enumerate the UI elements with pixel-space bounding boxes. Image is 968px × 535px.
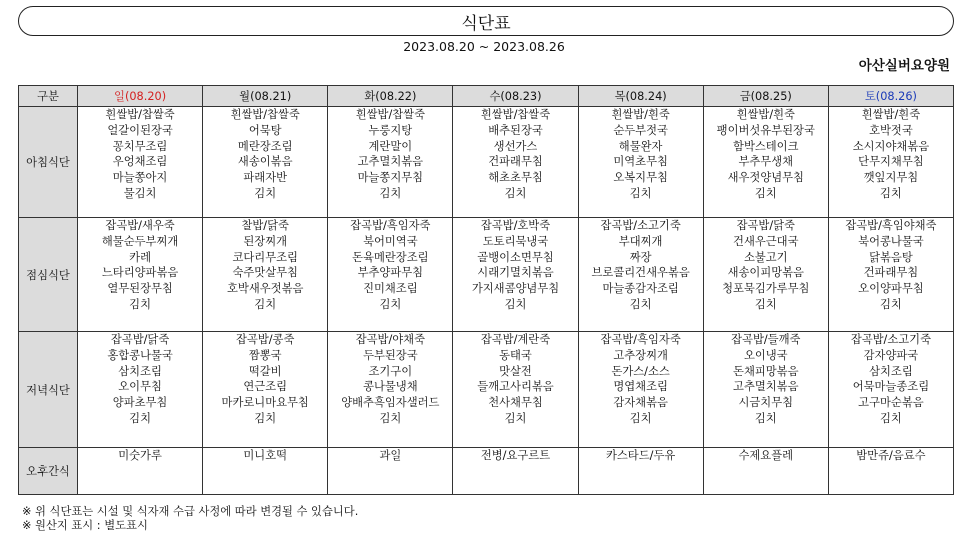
- menu-item: 고추멸치볶음: [733, 380, 799, 394]
- menu-item: 미역초무침: [613, 155, 668, 169]
- menu-item: 김치: [379, 186, 402, 200]
- menu-item: 생선가스: [493, 139, 538, 153]
- menu-item: 홍합콩나물국: [107, 348, 173, 362]
- menu-item: 카레: [129, 250, 151, 264]
- menu-cell: [703, 448, 828, 495]
- menu-item: 흰쌀밥/흰죽: [861, 108, 921, 121]
- menu-cell: [828, 218, 953, 332]
- menu-item: 흰쌀밥/찹쌀죽: [480, 108, 551, 121]
- menu-cell: [578, 107, 703, 218]
- menu-item: 깻잎지무침: [863, 171, 919, 185]
- menu-cell: [453, 107, 578, 218]
- menu-cell: [828, 107, 953, 218]
- menu-item: 메란장조림: [237, 139, 293, 153]
- menu-item: 맛살전: [499, 364, 532, 378]
- menu-item: 콩나물냉채: [363, 380, 418, 394]
- menu-cell: [78, 107, 203, 218]
- menu-item: 감자채볶음: [613, 396, 668, 410]
- menu-item: 해물완자: [618, 139, 663, 153]
- day-header-mon: 월(08.21): [203, 86, 328, 107]
- menu-item: 코다리무조림: [232, 250, 298, 264]
- menu-item: 김치: [629, 411, 652, 425]
- menu-item: 도토리묵냉국: [482, 234, 549, 248]
- menu-item: 김치: [504, 411, 527, 425]
- menu-item: 명엽채조림: [613, 380, 668, 394]
- menu-item: 짬뽕국: [248, 348, 282, 362]
- menu-item: 소시지야채볶음: [852, 139, 930, 153]
- menu-item: 잡곡밥/들깨죽: [731, 333, 801, 346]
- meal-category-label: 저녁식단: [19, 332, 78, 448]
- menu-item: 골뱅이소면무침: [477, 250, 554, 264]
- menu-cell: [328, 332, 453, 448]
- menu-item: 호박새우젓볶음: [227, 282, 304, 296]
- menu-item: 김치: [254, 186, 277, 200]
- menu-item: 고추장찌개: [613, 348, 668, 362]
- menu-item: 오이무침: [118, 380, 162, 394]
- menu-item: 오복지무침: [613, 171, 668, 185]
- menu-cell: [578, 332, 703, 448]
- menu-item: 조기구이: [368, 364, 413, 378]
- menu-cell: [828, 448, 953, 495]
- menu-cell: [328, 218, 453, 332]
- menu-cell: [328, 107, 453, 218]
- day-header-sun: 일(08.20): [78, 86, 203, 107]
- menu-item: 가지새콤양념무침: [471, 282, 560, 296]
- menu-item: 잡곡밥/흑임자죽: [350, 219, 431, 232]
- menu-item: 잡곡밥/새우죽: [105, 219, 175, 232]
- menu-item: 누룽지탕: [368, 123, 413, 137]
- menu-item: 김치: [629, 186, 652, 200]
- menu-item: 된장찌개: [243, 234, 288, 248]
- menu-item: 흰쌀밥/찹쌀죽: [230, 108, 300, 121]
- day-header-tue: 화(08.22): [328, 86, 453, 107]
- menu-item: 김치: [379, 297, 402, 311]
- menu-item: 감자양파국: [863, 348, 919, 362]
- menu-cell: [578, 218, 703, 332]
- date-range: 2023.08.20 ~ 2023.08.26: [403, 39, 565, 54]
- menu-item: 고구마순볶음: [858, 396, 924, 410]
- menu-cell: [453, 448, 578, 495]
- menu-item: 팽이버섯유부된장국: [716, 123, 815, 137]
- snack-row: [19, 448, 954, 495]
- menu-item: 마카로니마요무침: [221, 396, 309, 410]
- menu-item: 파래자반: [243, 171, 288, 185]
- menu-item: 어묵마늘종조림: [852, 380, 930, 394]
- menu-item: 잡곡밥/흑임자죽: [600, 333, 681, 346]
- menu-item: 시래기멸치볶음: [477, 266, 554, 280]
- notes: [22, 505, 358, 532]
- menu-item: 잡곡밥/계란죽: [480, 333, 551, 346]
- menu-cell: [703, 332, 828, 448]
- menu-item: 느타리양파볶음: [101, 266, 179, 280]
- menu-item: 돈가스/소스: [611, 364, 670, 378]
- header-row: [19, 86, 954, 107]
- note-line: ※ 원산지 표시 : 별도표시: [22, 518, 148, 532]
- menu-item: 삼치조림: [869, 364, 913, 378]
- menu-cell: [78, 332, 203, 448]
- menu-item: 삼치조림: [118, 364, 162, 378]
- menu-item: 잡곡밥/닭죽: [110, 333, 170, 346]
- menu-item: 양배추흑임자샐러드: [341, 396, 440, 410]
- menu-cell: [78, 448, 203, 495]
- menu-item: 김치: [880, 411, 902, 425]
- menu-item: 건파래무침: [863, 266, 919, 280]
- lunch-row: [19, 218, 954, 332]
- day-header-sat: 토(08.26): [828, 86, 953, 107]
- menu-item: 어묵탕: [248, 123, 282, 137]
- meal-category-label: 오후간식: [19, 448, 78, 495]
- menu-item: 건파래무침: [488, 155, 543, 169]
- menu-item: 동태국: [499, 348, 532, 362]
- menu-item: 미니호떡: [243, 449, 288, 462]
- dinner-row: [19, 332, 954, 448]
- menu-item: 마늘쫑아지: [112, 171, 168, 185]
- menu-item: 전병/요구르트: [480, 449, 551, 462]
- menu-item: 연근조림: [243, 380, 288, 394]
- menu-item: 잡곡밥/콩죽: [236, 333, 295, 346]
- menu-item: 소불고기: [743, 250, 788, 264]
- menu-cell: [203, 107, 328, 218]
- menu-item: 돈채피망볶음: [733, 364, 799, 378]
- menu-item: 잡곡밥/호박죽: [480, 219, 551, 232]
- menu-item: 마늘종감자조림: [602, 282, 679, 296]
- day-header-fri: 금(08.25): [703, 86, 828, 107]
- menu-item: 순두부젓국: [613, 123, 668, 137]
- menu-item: 잡곡밥/소고기죽: [600, 219, 681, 232]
- menu-item: 우엉채조림: [112, 155, 168, 169]
- menu-item: 숙주맛살무침: [232, 266, 298, 280]
- menu-item: 물김치: [123, 186, 157, 200]
- menu-item: 부추양파무침: [357, 266, 424, 280]
- menu-item: 부추무생채: [738, 155, 794, 169]
- menu-item: 부대찌개: [618, 234, 663, 248]
- menu-item: 단무지채무침: [858, 155, 924, 169]
- menu-item: 함박스테이크: [733, 139, 799, 153]
- menu-item: 밤만쥬/음료수: [856, 449, 926, 462]
- menu-item: 잡곡밥/흑임야채죽: [845, 219, 937, 232]
- menu-item: 배추된장국: [488, 123, 543, 137]
- menu-item: 김치: [254, 411, 277, 425]
- menu-cell: [203, 332, 328, 448]
- menu-item: 열무된장무침: [107, 282, 173, 296]
- note-line: ※ 위 식단표는 시설 및 식자재 수급 사정에 따라 변경될 수 있습니다.: [22, 505, 359, 518]
- facility-name: 아산실버요양원: [858, 58, 950, 74]
- meal-category-label: 점심식단: [19, 218, 78, 332]
- menu-item: 브로콜리건새우볶음: [591, 266, 690, 280]
- menu-item: 잡곡밥/야채죽: [355, 333, 425, 346]
- menu-item: 돈육메란장조림: [352, 250, 429, 264]
- menu-cell: [453, 218, 578, 332]
- menu-item: 찰밥/닭죽: [241, 219, 289, 232]
- menu-item: 두부된장국: [363, 348, 418, 362]
- menu-cell: [328, 448, 453, 495]
- menu-cell: [453, 332, 578, 448]
- menu-item: 얼갈이된장국: [107, 123, 173, 137]
- category-header: 구분: [19, 86, 78, 107]
- menu-item: 천사채무침: [488, 396, 543, 410]
- menu-item: 짜장: [629, 250, 652, 264]
- menu-cell: [203, 218, 328, 332]
- menu-item: 오이양파무침: [858, 282, 924, 296]
- menu-cell: [78, 218, 203, 332]
- menu-item: 김치: [379, 411, 402, 425]
- menu-item: 흰쌀밥/찹쌀죽: [355, 108, 425, 121]
- menu-item: 잡곡밥/소고기죽: [850, 333, 932, 346]
- menu-cell: [828, 332, 953, 448]
- menu-item: 김치: [880, 297, 902, 311]
- menu-item: 새송이피망볶음: [727, 266, 804, 280]
- menu-item: 수제요플레: [738, 449, 794, 462]
- menu-item: 해물순두부찌개: [101, 234, 179, 248]
- menu-item: 청포묵김가루무침: [722, 282, 810, 296]
- menu-item: 김치: [629, 297, 652, 311]
- menu-item: 김치: [754, 186, 777, 200]
- menu-item: 잡곡밥/닭죽: [736, 219, 795, 232]
- day-header-wed: 수(08.23): [453, 86, 578, 107]
- menu-item: 북어미역국: [363, 234, 418, 248]
- menu-cell: [203, 448, 328, 495]
- title-box: [18, 6, 954, 36]
- menu-cell: [703, 218, 828, 332]
- menu-item: 카스타드/두유: [605, 449, 676, 462]
- menu-table: [18, 85, 954, 495]
- menu-item: 김치: [754, 411, 777, 425]
- menu-item: 새송이볶음: [237, 155, 293, 169]
- menu-item: 흰쌀밥/흰죽: [736, 108, 795, 121]
- menu-item: 김치: [754, 297, 777, 311]
- meal-category-label: 아침식단: [19, 107, 78, 218]
- menu-item: 김치: [504, 297, 527, 311]
- menu-item: 흰쌀밥/찹쌀죽: [105, 108, 175, 121]
- menu-item: 북어콩나물국: [858, 234, 924, 248]
- menu-item: 새우젓양념무침: [727, 171, 804, 185]
- menu-item: 김치: [254, 297, 277, 311]
- menu-item: 꽁치무조림: [112, 139, 168, 153]
- menu-item: 닭볶음탕: [869, 250, 913, 264]
- menu-item: 과일: [379, 449, 402, 462]
- menu-item: 김치: [880, 186, 902, 200]
- menu-item: 건새우근대국: [733, 234, 799, 248]
- menu-item: 해초초무침: [488, 171, 543, 185]
- menu-item: 양파초무침: [112, 396, 168, 410]
- menu-item: 고추멸치볶음: [357, 155, 424, 169]
- menu-item: 김치: [129, 297, 151, 311]
- menu-item: 김치: [504, 186, 527, 200]
- day-header-thu: 목(08.24): [578, 86, 703, 107]
- menu-item: 호박젓국: [869, 123, 913, 137]
- menu-item: 마늘쫑지무침: [357, 171, 424, 185]
- menu-item: 시금치무침: [738, 396, 794, 410]
- menu-item: 김치: [129, 411, 151, 425]
- menu-item: 오이냉국: [743, 348, 788, 362]
- menu-item: 미숫가루: [118, 449, 162, 462]
- menu-item: 흰쌀밥/흰죽: [611, 108, 670, 121]
- menu-cell: [703, 107, 828, 218]
- menu-item: 계란말이: [368, 139, 413, 153]
- menu-item: 떡갈비: [248, 364, 282, 378]
- menu-cell: [578, 448, 703, 495]
- breakfast-row: [19, 107, 954, 218]
- page-title: 식단표: [461, 13, 511, 34]
- menu-item: 들깨고사리볶음: [477, 380, 554, 394]
- menu-item: 진미채조림: [363, 282, 418, 296]
